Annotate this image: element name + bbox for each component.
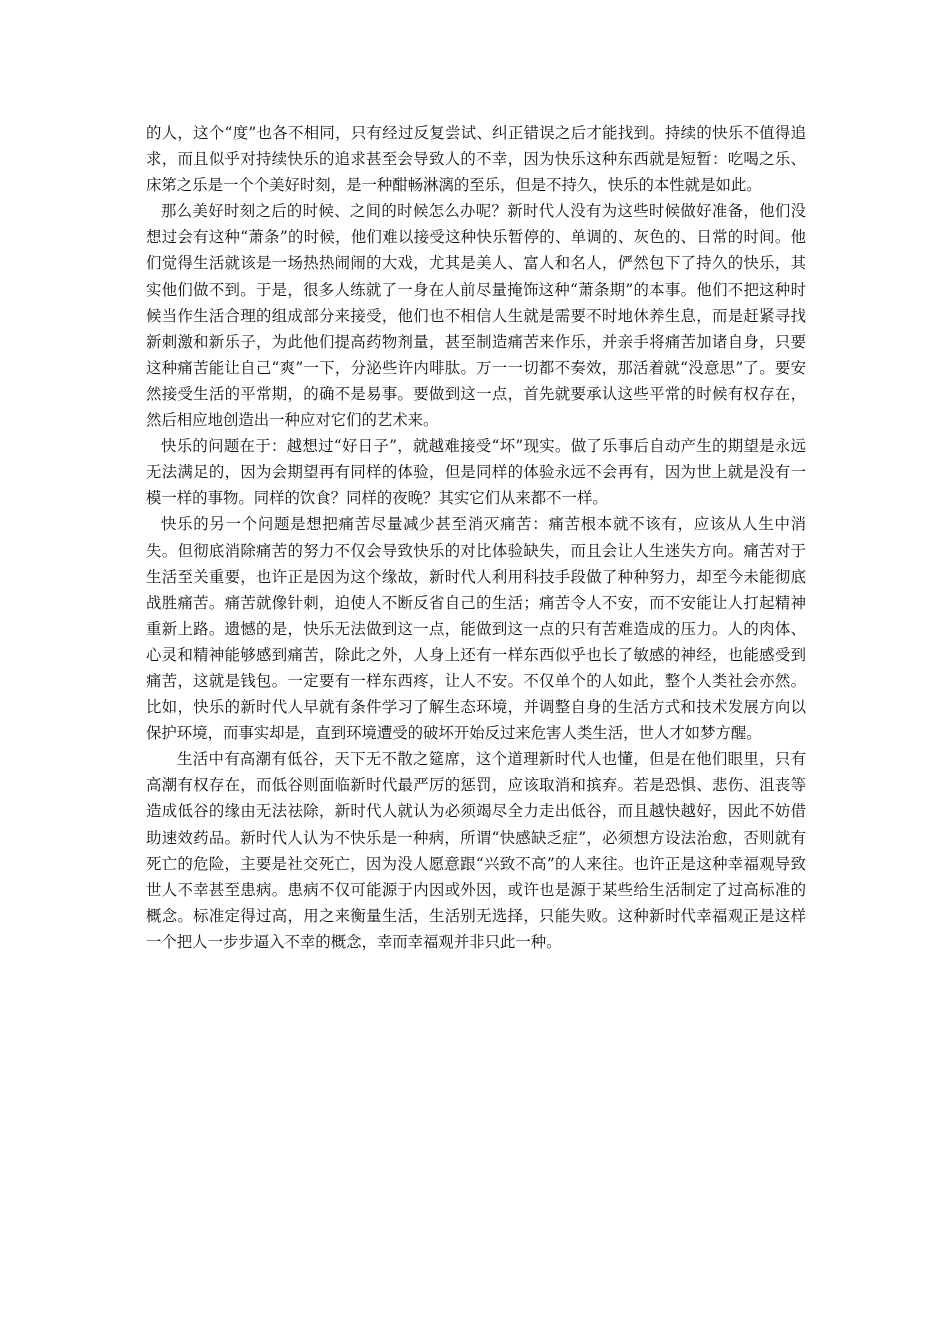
paragraph-3: 快乐的问题在于：越想过“好日子”，就越难接受“坏”现实。做了乐事后自动产生的期望是永远无法满足的，因为会期望再有同样的体验，但是同样的体验永远不会再有，因为世上就是没有一模一样的事物。同样的饮食？同样的夜晚？其实它们从来都不一样。 <box>146 437 806 508</box>
paragraph-5: 生活中有高潮有低谷，天下无不散之筵席，这个道理新时代人也懂，但是在他们眼里，只有高潮有权存在，而低谷则面临新时代最严厉的惩罚，应该取消和摈弃。若是恐惧、悲伤、沮丧等造成低谷的缘由无法祛除，新时代人就认为必须竭尽全力走出低谷，而且越快越好，因此不妨借助速效药品。新时代人认为不快乐是一种病，所谓“快感缺乏症”，必须想方设法治愈，否则就有死亡的危险，主要是社交死亡，因为没人愿意跟“兴致不高”的人来往。也许正是这种幸福观导致世人不幸甚至患病。患病不仅可能源于内因或外因，或许也是源于某些给生活制定了过高标准的概念。标准定得过高，用之来衡量生活，生活别无选择，只能失败。这种新时代幸福观正是这样一个把人一步步逼入不幸的概念，幸而幸福观并非只此一种。 <box>146 750 806 951</box>
paragraph-2: 那么美好时刻之后的时候、之间的时候怎么办呢？新时代人没有为这些时候做好准备，他们没想过会有这种“萧条”的时候，他们难以接受这种快乐暂停的、单调的、灰色的、日常的时间。他们觉得生活就该是一场热热闹闹的大戏，尤其是美人、富人和名人，俨然包下了持久的快乐，其实他们做不到。于是，很多人练就了一身在人前尽量掩饰这种“萧条期”的本事。他们不把这种时候当作生活合理的组成部分来接受，他们也不相信人生就是需要不时地休养生息，而是赶紧寻找新刺激和新乐子，为此他们提高药物剂量，甚至制造痛苦来作乐，并亲手将痛苦加诸自身，只要这种痛苦能让自己“爽”一下，分泌些许内啡肽。万一一切都不奏效，那活着就“没意思”了。要安然接受生活的平常期，的确不是易事。要做到这一点，首先就要承认这些平常的时候有权存在，然后相应地创造出一种应对它们的艺术来。 <box>146 202 806 430</box>
paragraph-4: 快乐的另一个问题是想把痛苦尽量减少甚至消灭痛苦：痛苦根本就不该有，应该从人生中消失。但彻底消除痛苦的努力不仅会导致快乐的对比体验缺失，而且会让人生迷失方向。痛苦对于生活至关重要，也许正是因为这个缘故，新时代人利用科技手段做了种种努力，却至今未能彻底战胜痛苦。痛苦就像针刺，迫使人不断反省自己的生活；痛苦令人不安，而不安能让人打起精神重新上路。遗憾的是，快乐无法做到这一点，能做到这一点的只有苦难造成的压力。人的肉体、心灵和精神能够感到痛苦，除此之外，人身上还有一样东西似乎也长了敏感的神经，也能感受到痛苦，这就是钱包。一定要有一样东西疼，让人不安。不仅单个的人如此，整个人类社会亦然。比如，快乐的新时代人早就有条件学习了解生态环境，并调整自身的生活方式和技术发展方向以保护环境，而事实却是，直到环境遭受的破坏开始反过来危害人类生活，世人才如梦方醒。 <box>146 515 806 743</box>
body-text <box>146 120 806 955</box>
paragraph-1: 的人，这个“度”也各不相同，只有经过反复尝试、纠正错误之后才能找到。持续的快乐不值得追求，而且似乎对持续快乐的追求甚至会导致人的不幸，因为快乐这种东西就是短暂：吃喝之乐、床笫之乐是一个个美好时刻，是一种酣畅淋漓的至乐，但是不持久，快乐的本性就是如此。 <box>146 124 806 195</box>
